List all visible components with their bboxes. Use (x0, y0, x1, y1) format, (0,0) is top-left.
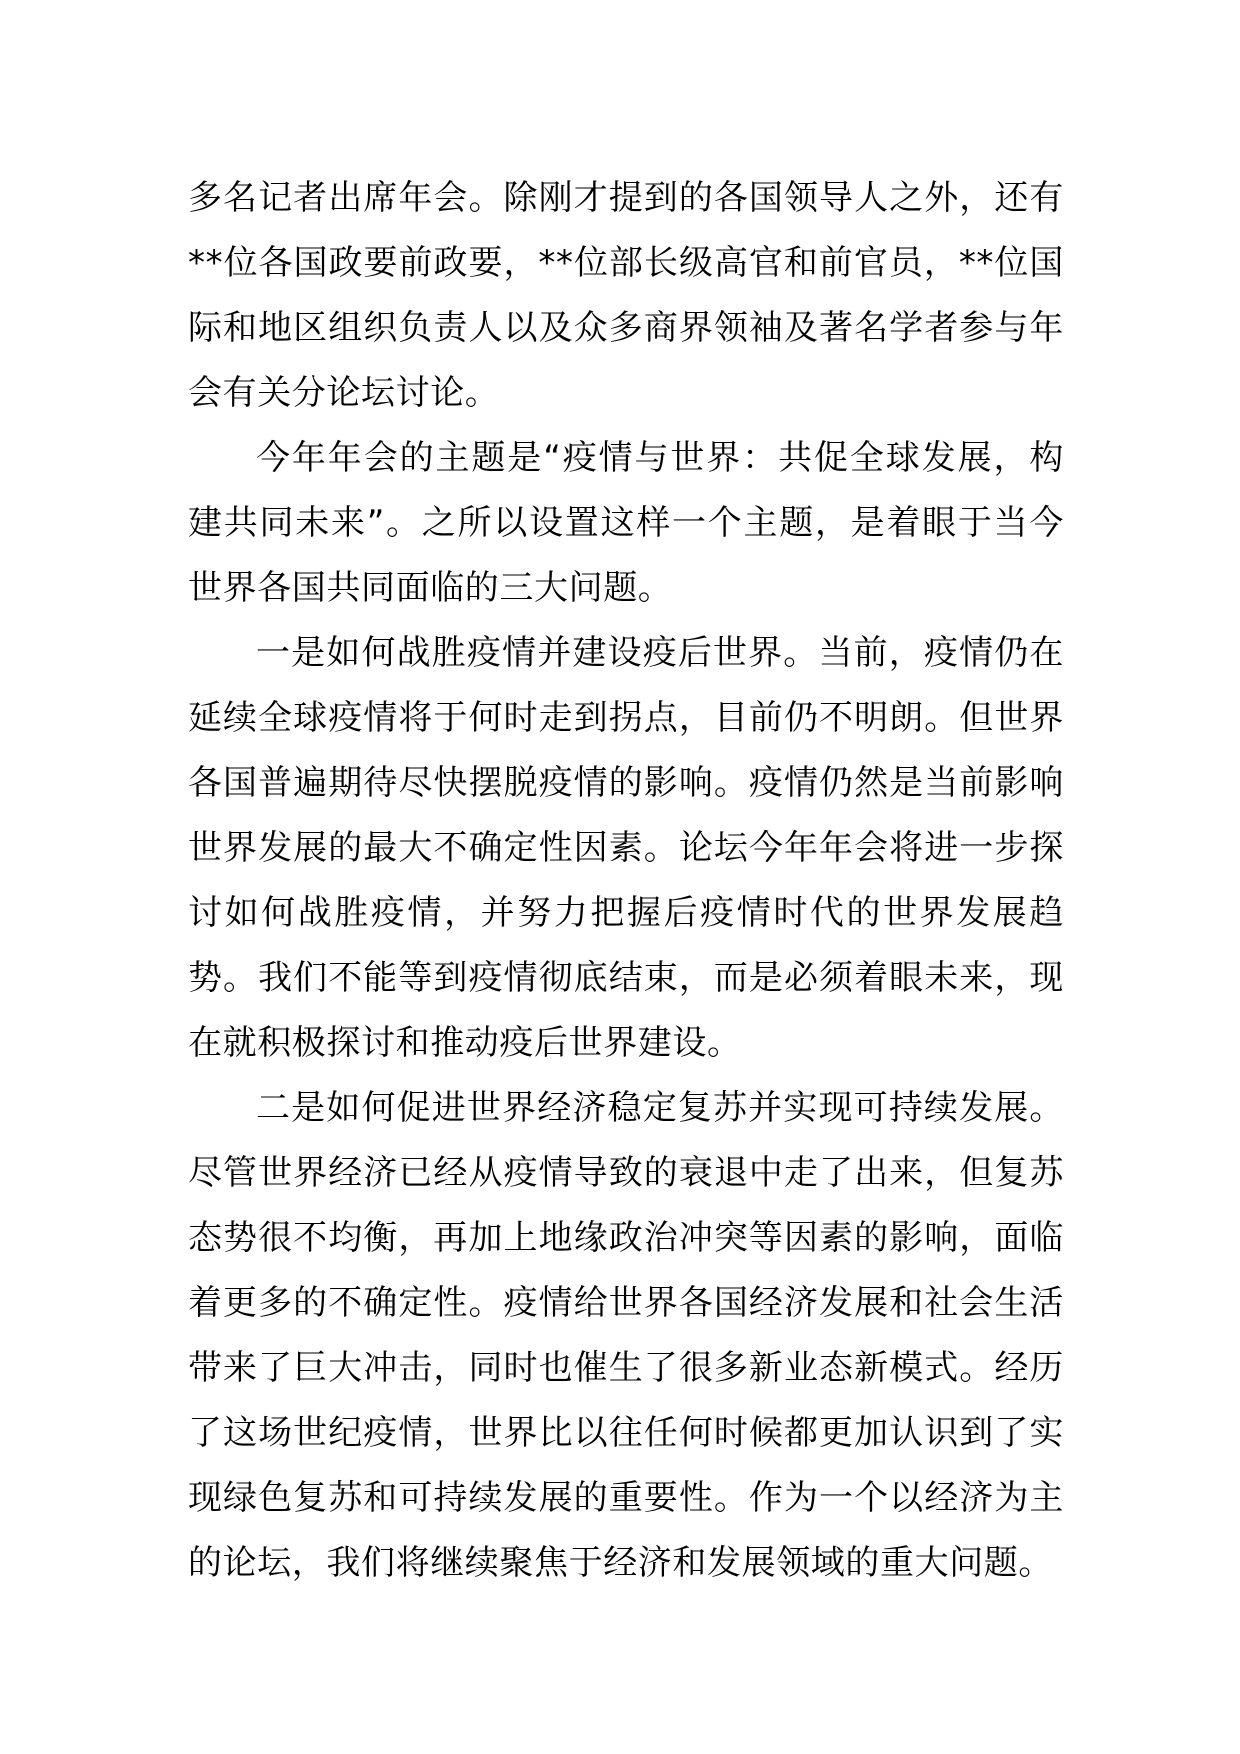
paragraph-issue-two: 二是如何促进世界经济稳定复苏并实现可持续发展。尽管世界经济已经从疫情导致的衰退中走了出来，但复苏态势很不均衡，再加上地缘政治冲突等因素的影响，面临着更多的不确定性。疫情给世界各国经济发展和社会生活带来了巨大冲击，同时也催生了很多新业态新模式。经历了这场世纪疫情，世界比以往任何时候都更加认识到了实现绿色复苏和可持续发展的重要性。作为一个以经济为主的论坛，我们将继续聚焦于经济和发展领域的重大问题。 (188, 1088, 1064, 1583)
paragraph-theme: 今年年会的主题是“疫情与世界：共促全球发展，构建共同未来”。之所以设置这样一个主题，是着眼于当今世界各国共同面临的三大问题。 (188, 438, 1064, 608)
paragraph-continuation: 多名记者出席年会。除刚才提到的各国领导人之外，还有**位各国政要前政要，**位部长级高官和前官员，**位国际和地区组织负责人以及众多商界领袖及著名学者参与年会有关分论坛讨论。 (188, 178, 1064, 413)
paragraph-issue-one: 一是如何战胜疫情并建设疫后世界。当前，疫情仍在延续全球疫情将于何时走到拐点，目前仍不明朗。但世界各国普遍期待尽快摆脱疫情的影响。疫情仍然是当前影响世界发展的最大不确定性因素。论坛今年年会将进一步探讨如何战胜疫情，并努力把握后疫情时代的世界发展趋势。我们不能等到疫情彻底结束，而是必须着眼未来，现在就积极探讨和推动疫后世界建设。 (188, 633, 1064, 1063)
document-body (188, 166, 1064, 1596)
